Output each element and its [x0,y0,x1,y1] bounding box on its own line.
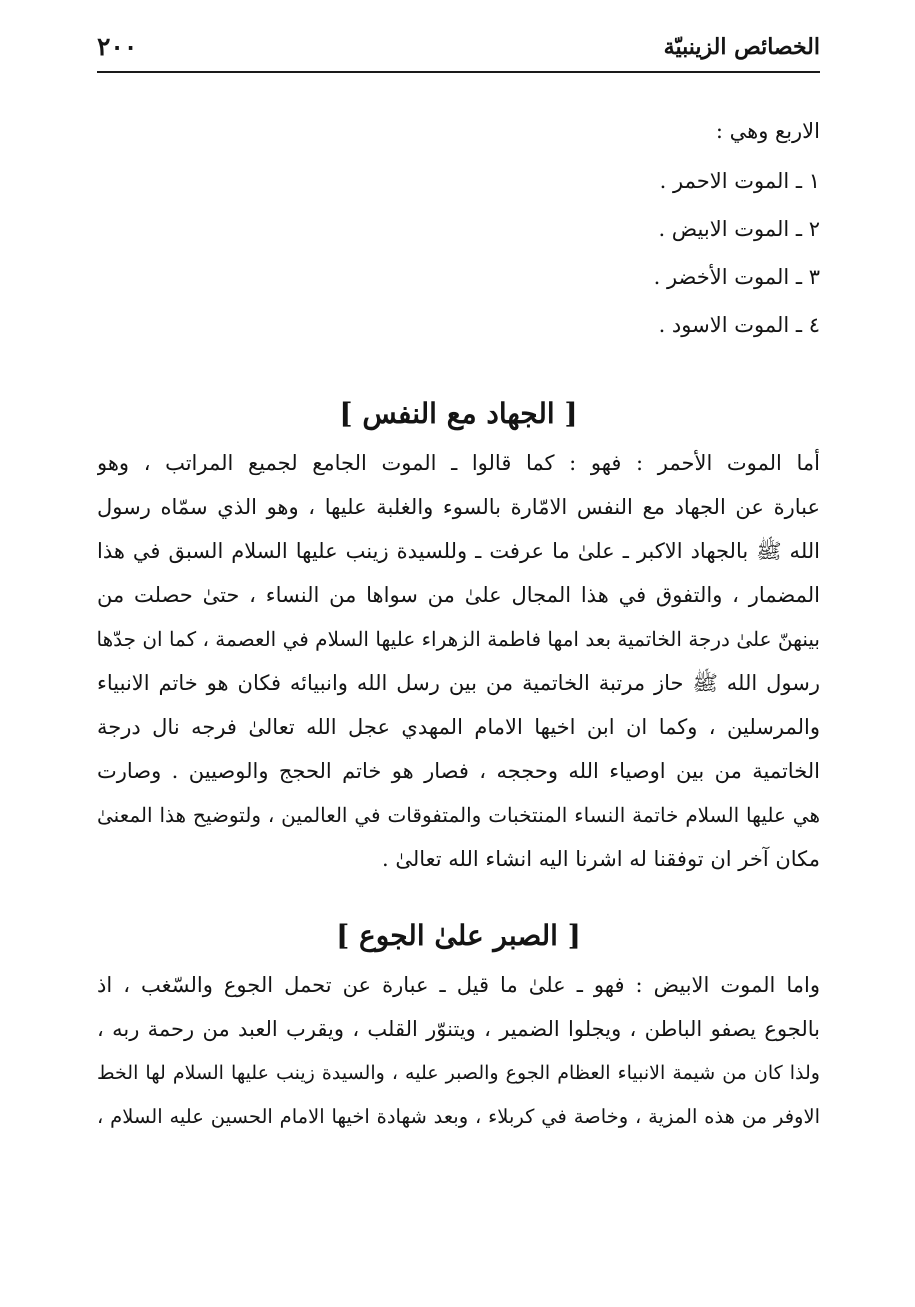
paragraph-line: الخاتمية من بين اوصياء الله وحججه ، فصار هو خاتم الحجج والوصيين . وصارت [97,759,820,783]
list-item [97,253,820,301]
list-number: ٢ [808,217,820,241]
paragraph-line: رسول الله ﷺ حاز مرتبة الخاتمية من بين رسل الله وانبيائه فكان هو خاتم الانبياء [97,671,820,695]
paragraph-line: الله ﷺ بالجهاد الاكبر ـ علىٰ ما عرفت ـ وللسيدة زينب عليها السلام السبق في هذا [97,539,820,563]
paragraph-line: الاوفر من هذه المزية ، وخاصة في كربلاء ، وبعد شهادة اخيها الامام الحسين عليه السلام ، [97,1105,820,1128]
running-title: الخصائص الزينبيّة [663,34,820,60]
header-divider [97,71,820,73]
list-number: ١ [808,169,820,193]
paragraph-line: بالجوع يصفو الباطن ، ويجلوا الضمير ، ويتنوّر القلب ، ويقرب العبد من رحمة ربه ، [97,1017,820,1041]
list-text: ـ الموت الاسود . [658,313,803,337]
paragraph-line: هي عليها السلام خاتمة النساء المنتخبات والمتفوقات في العالمين ، ولتوضيح هذا المعنىٰ [97,803,820,827]
list-text: ـ الموت الأخضر . [653,265,803,289]
list-number: ٣ [808,265,820,289]
section-heading-hunger: [ الصبر علىٰ الجوع ] [336,919,581,952]
paragraph-line: ولذا كان من شيمة الانبياء العظام الجوع والصبر عليه ، والسيدة زينب عليها السلام لها الخط [97,1062,820,1084]
page-number: ٢٠٠ [97,32,138,61]
paragraph-line: مكان آخر ان توفقنا له اشرنا اليه انشاء الله تعالىٰ . [382,847,820,871]
paragraph-line: بينهنّ علىٰ درجة الخاتمية بعد امها فاطمة الزهراء عليها السلام في العصمة ، كما ان جدّها [97,627,820,651]
list-item [97,205,820,253]
paragraph-line: والمرسلين ، وكما ان ابن اخيها الامام المهدي عجل الله تعالىٰ فرجه نال درجة [97,715,820,739]
list-number: ٤ [808,313,820,337]
intro-line: الاربع وهي : [715,119,820,143]
list-text: ـ الموت الاحمر . [659,169,803,193]
page-body [97,109,820,1139]
section-jihad-body [97,441,820,881]
paragraph-line: أما الموت الأحمر : فهو : كما قالوا ـ الموت الجامع لجميع المراتب ، وهو [97,451,820,475]
section-heading-jihad: [ الجهاد مع النفس ] [339,397,578,430]
list-item [97,157,820,205]
death-types-list [97,157,820,349]
paragraph-line: عبارة عن الجهاد مع النفس الامّارة بالسوء والغلبة عليها ، وهو الذي سمّاه رسول [97,495,820,519]
section-hunger-body [97,963,820,1139]
list-text: ـ الموت الابيض . [658,217,803,241]
paragraph-line: المضمار ، والتفوق في هذا المجال علىٰ من سواها من النساء ، حتىٰ حصلت من [97,583,820,607]
paragraph-line: واما الموت الابيض : فهو ـ علىٰ ما قيل ـ عبارة عن تحمل الجوع والسّغب ، اذ [97,973,820,997]
list-item [97,301,820,349]
page-header [97,30,820,70]
